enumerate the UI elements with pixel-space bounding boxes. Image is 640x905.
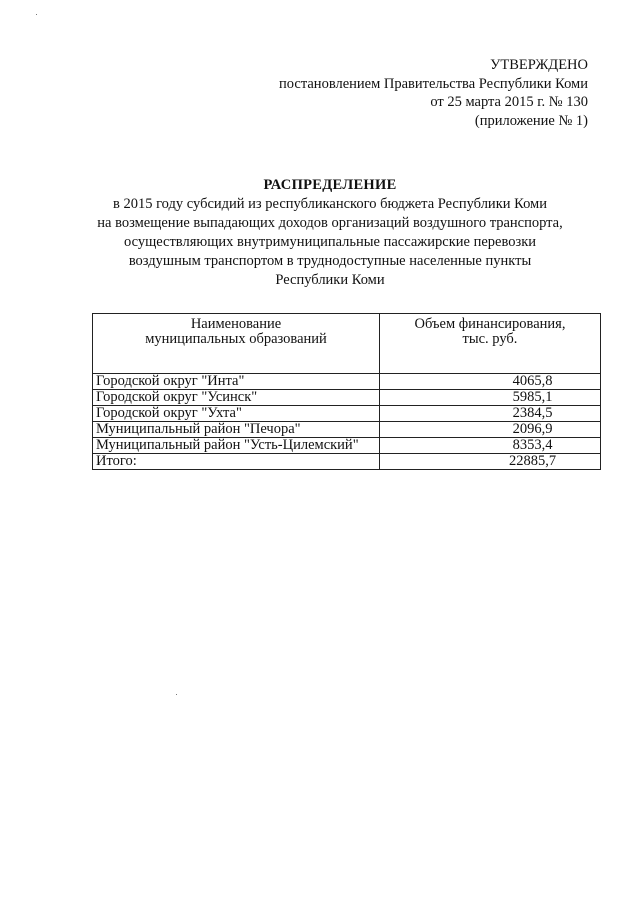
funding-amount: 4065,8: [380, 374, 601, 390]
column-header-name-line2: муниципальных образований: [145, 331, 327, 347]
municipality-name: Городской округ "Усинск": [93, 390, 380, 406]
table-row: [93, 438, 601, 454]
funding-amount: 5985,1: [380, 390, 601, 406]
approval-appendix: (приложение № 1): [474, 112, 588, 129]
table-row: [93, 390, 601, 406]
funding-amount: 8353,4: [380, 438, 601, 454]
table-row: [93, 374, 601, 390]
scan-speck: [36, 14, 37, 15]
municipality-name: Муниципальный район "Усть-Цилемский": [93, 438, 380, 454]
subtitle-line: на возмещение выпадающих доходов организаций воздушного транспорта,: [97, 215, 563, 231]
table-row: [93, 406, 601, 422]
distribution-table: [92, 313, 601, 470]
subtitle-line: в 2015 году субсидий из республиканского бюджета Республики Коми: [113, 196, 547, 212]
column-header-value-line1: Объем финансирования,: [414, 316, 566, 332]
municipality-name: Городской округ "Ухта": [93, 406, 380, 422]
municipality-name: Городской округ "Инта": [93, 374, 380, 390]
document-title: РАСПРЕДЕЛЕНИЕ: [263, 177, 397, 193]
subtitle-line: Республики Коми: [275, 272, 385, 288]
total-label: Итого:: [93, 454, 380, 470]
distribution-table-wrapper: [92, 313, 601, 470]
total-amount: 22885,7: [380, 454, 601, 470]
table-header-row: [93, 314, 601, 374]
approval-date: от 25 марта 2015 г. № 130: [430, 94, 588, 110]
approval-stamp: [279, 56, 588, 130]
scan-speck: [176, 694, 177, 695]
column-header-name: [93, 314, 380, 374]
approval-heading: УТВЕРЖДЕНО: [490, 57, 588, 73]
funding-amount: 2384,5: [380, 406, 601, 422]
funding-amount: 2096,9: [380, 422, 601, 438]
column-header-value-line2: тыс. руб.: [462, 331, 518, 347]
column-header-name-line1: Наименование: [190, 316, 282, 332]
municipality-name: Муниципальный район "Печора": [93, 422, 380, 438]
title-block: [60, 176, 600, 290]
table-total-row: [93, 454, 601, 470]
column-header-value: [380, 314, 601, 374]
subtitle-line: воздушным транспортом в труднодоступные населенные пункты: [128, 253, 532, 269]
approval-resolution: постановлением Правительства Республики Коми: [279, 75, 588, 92]
subtitle-line: осуществляющих внутримуниципальные пассажирские перевозки: [123, 234, 537, 250]
table-row: [93, 422, 601, 438]
